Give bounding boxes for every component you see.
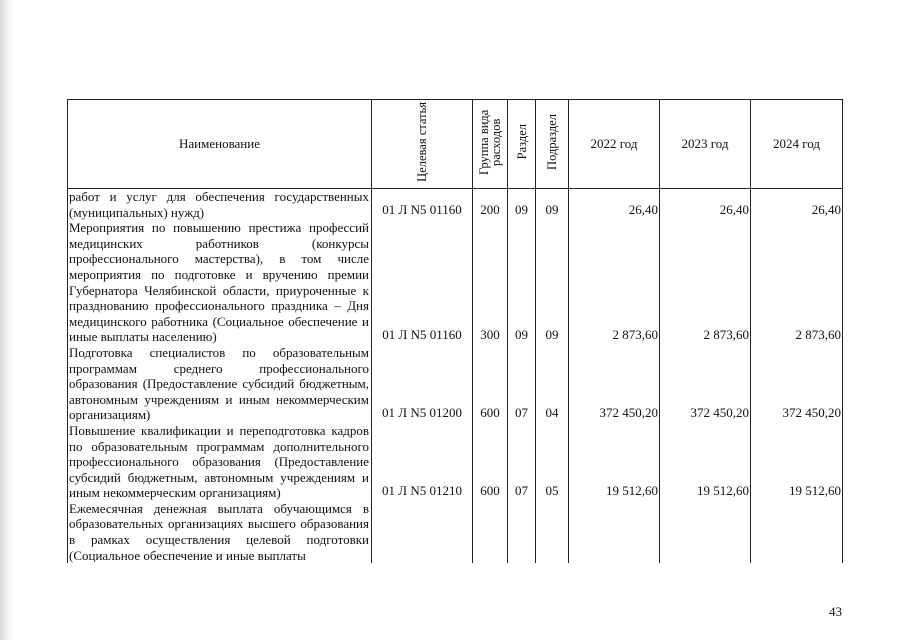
row-name: Повышение квалификации и переподготовка кадров по образовательным программам дополнительного профессионального образования (Предоставление субсидий бюджетным, автономным учреждениям и иным некоммерческим организациям) (68, 423, 372, 501)
row-amount-2023: 372 450,20 (660, 345, 751, 423)
header-year-2024: 2024 год (751, 100, 843, 189)
row-amount-2024: 372 450,20 (751, 345, 843, 423)
header-year-2022: 2022 год (569, 100, 660, 189)
budget-table-container (67, 99, 843, 563)
row-subsection: 09 (536, 220, 569, 345)
empty-cell (536, 501, 569, 563)
empty-cell (473, 501, 508, 563)
empty-cell (508, 501, 536, 563)
empty-cell (569, 501, 660, 563)
header-expense-group: Группа вида расходов (473, 100, 508, 189)
row-target-article: 01 Л N5 01160 (372, 220, 473, 345)
empty-cell (372, 501, 473, 563)
row-amount-2022: 19 512,60 (569, 423, 660, 501)
row-expense-group: 600 (473, 345, 508, 423)
row-amount-2022: 372 450,20 (569, 345, 660, 423)
table-row (68, 423, 843, 501)
row-expense-group: 200 (473, 189, 508, 221)
row-section: 07 (508, 423, 536, 501)
table-header (68, 100, 843, 189)
row-amount-2022: 2 873,60 (569, 220, 660, 345)
row-amount-2024: 19 512,60 (751, 423, 843, 501)
scan-edge (0, 0, 14, 640)
table-row (68, 220, 843, 345)
row-name: Ежемесячная денежная выплата обучающимся в образовательных организациях высшего образования в рамках осуществления целевой подготовки (Социальное обеспечение и иные выплаты (68, 501, 372, 563)
budget-table (67, 99, 843, 563)
row-amount-2022: 26,40 (569, 189, 660, 221)
table-body (68, 189, 843, 564)
row-amount-2024: 26,40 (751, 189, 843, 221)
row-amount-2023: 2 873,60 (660, 220, 751, 345)
row-name: Подготовка специалистов по образовательным программам среднего профессионального образования (Предоставление субсидий бюджетным, автономным учреждениям и иным некоммерческим организациям) (68, 345, 372, 423)
row-expense-group: 300 (473, 220, 508, 345)
header-subsection: Подраздел (536, 100, 569, 189)
row-name: Мероприятия по повышению престижа профессий медицинских работников (конкурсы профессионального мастерства), в том числе мероприятия по подготовке и вручению премии Губернатора Челябинской области, приуроченные к празднованию профессионального праздника – Дня медицинского работника (Социальное обеспечение и иные выплаты населению) (68, 220, 372, 345)
table-row-continuation (68, 501, 843, 563)
header-target-article: Целевая статья (372, 100, 473, 189)
empty-cell (751, 501, 843, 563)
row-target-article: 01 Л N5 01210 (372, 423, 473, 501)
header-year-2023: 2023 год (660, 100, 751, 189)
table-row (68, 189, 843, 221)
row-section: 09 (508, 189, 536, 221)
table-row (68, 345, 843, 423)
header-name: Наименование (68, 100, 372, 189)
row-amount-2024: 2 873,60 (751, 220, 843, 345)
empty-cell (660, 501, 751, 563)
row-subsection: 04 (536, 345, 569, 423)
row-expense-group: 600 (473, 423, 508, 501)
row-target-article: 01 Л N5 01160 (372, 189, 473, 221)
row-target-article: 01 Л N5 01200 (372, 345, 473, 423)
row-section: 07 (508, 345, 536, 423)
row-section: 09 (508, 220, 536, 345)
header-section: Раздел (508, 100, 536, 189)
row-name: работ и услуг для обеспечения государственных (муниципальных) нужд) (68, 189, 372, 221)
row-subsection: 05 (536, 423, 569, 501)
row-subsection: 09 (536, 189, 569, 221)
row-amount-2023: 26,40 (660, 189, 751, 221)
page-number: 43 (829, 604, 842, 619)
row-amount-2023: 19 512,60 (660, 423, 751, 501)
